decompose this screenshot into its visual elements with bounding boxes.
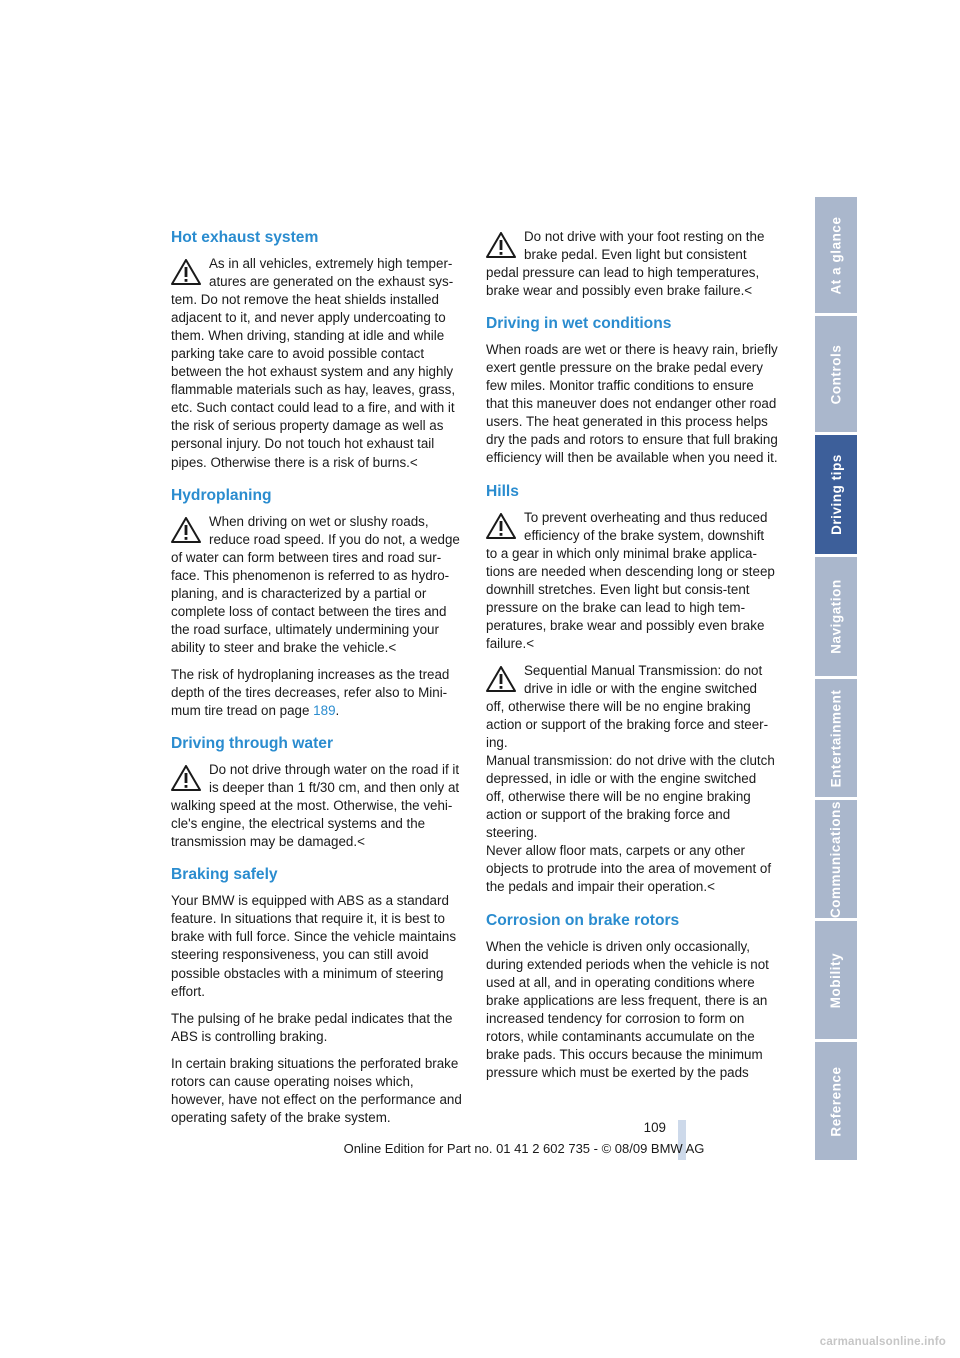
tab-label: Controls [828,344,844,404]
page-link-189[interactable]: 189 [313,703,336,719]
heading-hydroplaning: Hydroplaning [171,486,272,504]
warning-triangle-icon [486,232,516,258]
warning-triangle-icon [171,517,201,543]
braking-paragraph-1: Your BMW is equipped with ABS as a standard feature. In situations that require it, it is best to brake with full force. Since the vehicle maintains steering responsiveness, you can still avoid possible obstacles with a minimum of steering effort. [171,893,457,999]
tab-label: At a glance [828,215,844,295]
warning-water [171,761,466,851]
edition-note: Online Edition for Part no. 01 41 2 602 735 - © 08/09 BMW AG [343,1141,705,1156]
warning-hills-transmission [486,662,778,897]
heading-driving-through-water: Driving through water [171,735,334,753]
warning-hills-overheating [486,509,778,653]
tab-label: Mobility [828,952,844,1008]
end-mark: < [707,879,715,895]
tab-at-a-glance[interactable] [815,197,857,313]
warning-text-floor-mats: Never allow floor mats, carpets or any other objects to protrude into the area of movement of the pedals and impair their operation. [486,843,772,895]
heading-hills: Hills [486,482,519,500]
end-mark: < [357,834,365,850]
braking-paragraph-3: In certain braking situations the perforated brake rotors can cause operating noises which, however, have not effect on the performance and operating safety of the brake system. [171,1055,462,1125]
end-mark: < [388,639,397,655]
tab-label: Driving tips [828,454,844,535]
warning-triangle-icon [486,666,516,692]
right-column [486,228,778,1091]
page-number: 109 [643,1120,666,1135]
warning-hot-exhaust [171,255,466,472]
hydroplaning-paragraph [171,666,466,720]
warning-text-smt: Sequential Manual Transmission: do not drive in idle or with the engine switched off, otherwise there will be no engine braking action or support of the braking force and steer-ing. [486,662,769,751]
tab-mobility[interactable] [815,921,857,1039]
left-column [171,228,466,1136]
tab-label: Navigation [828,579,844,654]
heading-wet-conditions: Driving in wet conditions [486,315,672,333]
corrosion-paragraph: When the vehicle is driven only occasionally, during extended periods when the vehicle is not used at all, and in operating conditions where brake applications are less frequent, there is an increased tendency for corrosion to form on rotors, while contaminants accumulate on the brake pads. This occurs because the minimum pressure which must be exerted by the pads [486,938,769,1080]
tab-label: Reference [828,1065,844,1137]
tab-communications[interactable] [815,800,857,918]
tab-label: Entertainment [828,689,844,787]
heading-braking-safely: Braking safely [171,866,278,884]
warning-text: To prevent overheating and thus reduced efficiency of the brake system, downshift to a gear in which only minimal brake applica-tions are needed when descending long or steep downhill stretches. Even light but consis-tent pressure on the brake can lead to high tem-peratures, brake wear and possibly even brake failure. [486,509,775,651]
end-mark: < [744,283,753,299]
warning-triangle-icon [171,259,201,285]
warning-brake-pedal [486,228,778,300]
wet-paragraph: When roads are wet or there is heavy rain, briefly exert gentle pressure on the brake pedal every few miles. Monitor traffic conditions to ensure that this maneuver does not endanger other road users. The heat generated in this process helps dry the pads and rotors to ensure that full braking efficiency will then be available when you need it. [486,342,778,466]
tab-label: Communications [828,800,844,918]
tab-entertainment[interactable] [815,679,857,797]
braking-paragraph-2: The pulsing of he brake pedal indicates that the ABS is controlling braking. [171,1010,453,1044]
warning-text: When driving on wet or slushy roads, reduce road speed. If you do not, a wedge of water can form between tires and road sur-face. This phenomenon is referred to as hydro-planing, and is characterized by a partial or complete loss of contact between the tires and the road surface, ultimately undermining your ability to steer and brake the vehicle. [171,513,460,655]
heading-hot-exhaust: Hot exhaust system [171,229,319,246]
tab-navigation[interactable] [815,557,857,676]
watermark: carmanualsonline.info [819,1336,946,1348]
warning-text: As in all vehicles, extremely high temper-atures are generated on the exhaust sys-tem. Do not remove the heat shields installed adjacent to it, and never apply undercoating to them. When driving, standing at idle and while parking take care to avoid possible contact between the hot exhaust system and any highly flammable materials such as hay, leaves, grass, etc. Such contact could lead to a fire, and with it the risk of serious property damage as well as personal injury. Do not touch hot exhaust tail pipes. Otherwise there is a risk of burns. [171,256,456,470]
tab-driving-tips[interactable] [815,435,857,554]
paragraph-text: The risk of hydroplaning increases as the tread depth of the tires decreases, refer also to Mini-mum tire tread on page [171,666,450,719]
chapter-tabs [815,197,857,1160]
period: . [335,703,340,719]
warning-text: Do not drive through water on the road if it is deeper than 1 ft/30 cm, and then only at walking speed at the most. Otherwise, the vehi-cle's engine, the electrical systems and the transmission may be damaged. [171,762,460,850]
warning-triangle-icon [171,765,201,791]
end-mark: < [526,635,535,651]
end-mark: < [409,454,418,470]
tab-controls[interactable] [815,316,857,432]
warning-triangle-icon [486,513,516,539]
heading-corrosion: Corrosion on brake rotors [486,911,680,929]
warning-text: Do not drive with your foot resting on the brake pedal. Even light but consistent pedal pressure can lead to high temperatures, brake wear and possibly even brake failure. [486,229,765,299]
warning-text-manual: Manual transmission: do not drive with the clutch depressed, in idle or with the engine switched off, otherwise there will be no engine braking action or support of the braking force and steering. [486,753,775,841]
warning-hydroplaning [171,513,466,657]
